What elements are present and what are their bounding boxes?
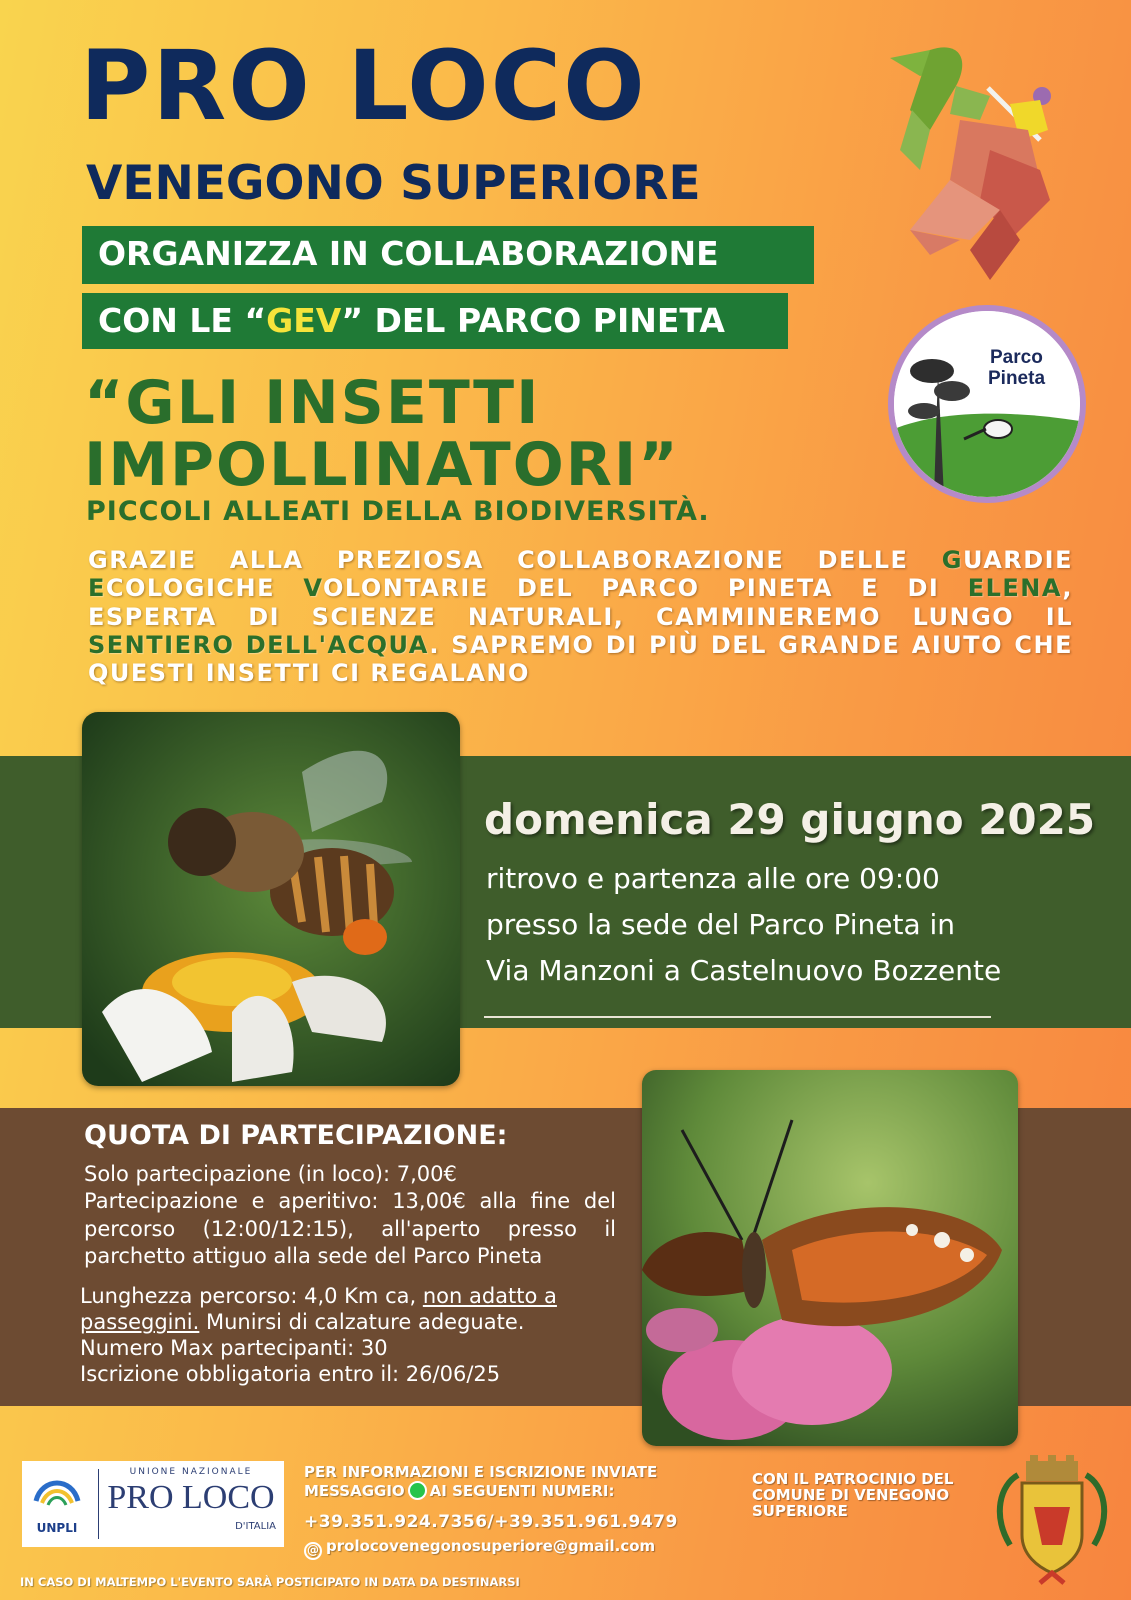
- quota-length-underlined: non adatto a passeggini.: [80, 1284, 557, 1335]
- info-line-2-after: AI SEGUENTI NUMERI:: [429, 1482, 615, 1500]
- band-gev-text-before: CON LE “: [98, 301, 267, 340]
- intro-hl-v: V: [303, 574, 323, 603]
- date-line-3: Via Manzoni a Castelnuovo Bozzente: [486, 954, 1002, 987]
- phone-numbers[interactable]: +39.351.924.7356/+39.351.961.9479: [304, 1512, 678, 1532]
- date-divider: [484, 1016, 991, 1018]
- intro-text-5: , ESPERTA DI SCIENZE NATURALI, CAMMINEREMO LUNGO IL: [88, 574, 1074, 631]
- unpli-unione: UNIONE NAZIONALE: [129, 1467, 253, 1477]
- event-date: domenica 29 giugno 2025: [484, 795, 1096, 844]
- event-subtitle: PICCOLI ALLEATI DELLA BIODIVERSITÀ.: [86, 496, 710, 527]
- bee-photo-art: [82, 712, 460, 1086]
- intro-hl-g: G: [941, 546, 963, 574]
- title-pro-loco: PRO LOCO: [80, 30, 647, 142]
- intro-text-1: GRAZIE ALLA PREZIOSA COLLABORAZIONE DELLE: [88, 546, 942, 574]
- quota-length: [80, 1283, 620, 1335]
- band-gev-text-after: ” DEL PARCO PINETA: [341, 301, 725, 340]
- parco-pineta-logo-art: [894, 311, 1080, 497]
- event-title: [84, 368, 784, 501]
- band-gev-highlight: GEV: [266, 301, 342, 340]
- quota-length-suffix: Munirsi di calzature adeguate.: [199, 1310, 525, 1335]
- bee-photo: [82, 712, 460, 1086]
- unpli-italia: D'ITALIA: [235, 1521, 276, 1532]
- intro-text-2: UARDIE: [962, 546, 1073, 574]
- date-line-2: presso la sede del Parco Pineta in: [486, 908, 956, 941]
- quota-details: [80, 1283, 620, 1387]
- intro-hl-elena: ELENA: [967, 574, 1063, 603]
- quota-deadline: Iscrizione obbligatoria entro il: 26/06/25: [80, 1362, 501, 1387]
- date-line-1: ritrovo e partenza alle ore 09:00: [486, 862, 940, 895]
- parco-logo-line-1: Parco: [990, 347, 1043, 368]
- info-line-2: [304, 1481, 724, 1500]
- event-title-line-2: IMPOLLINATORI”: [84, 430, 680, 501]
- whatsapp-icon: [408, 1481, 427, 1500]
- band-gev: [82, 293, 788, 349]
- quota-line-1: Solo partecipazione (in loco): 7,00€: [84, 1162, 457, 1186]
- title-venegono-superiore: VENEGONO SUPERIORE: [86, 156, 701, 211]
- quota-max: Numero Max partecipanti: 30: [80, 1336, 388, 1361]
- email-address[interactable]: prolocovenegonosuperiore@gmail.com: [326, 1537, 656, 1555]
- quota-prices: [84, 1161, 616, 1270]
- intro-hl-e: E: [88, 574, 106, 603]
- intro-text-3: COLOGICHE: [105, 574, 304, 603]
- parco-pineta-logo: [888, 305, 1086, 503]
- info-line-1: PER INFORMAZIONI E ISCRIZIONE INVIATE: [304, 1463, 658, 1481]
- band-organizza-text: ORGANIZZA IN COLLABORAZIONE: [98, 234, 719, 273]
- band-organizza: [82, 226, 814, 284]
- unpli-logo: [22, 1461, 284, 1547]
- palio-figure-illustration: [890, 40, 1070, 285]
- quota-title: QUOTA DI PARTECIPAZIONE:: [84, 1120, 508, 1151]
- event-title-line-1: “GLI INSETTI: [84, 368, 541, 438]
- parco-logo-line-2: Pineta: [988, 368, 1046, 389]
- intro-paragraph: [88, 546, 1073, 688]
- unpli-divider: [98, 1469, 99, 1539]
- butterfly-photo-art: [642, 1070, 1018, 1446]
- intro-text-4: OLONTARIE DEL PARCO PINETA E DI: [323, 574, 968, 603]
- butterfly-photo: [642, 1070, 1018, 1446]
- patrocinio-text: CON IL PATROCINIO DEL COMUNE DI VENEGONO SUPERIORE: [752, 1470, 954, 1520]
- unpli-emblem-icon: [32, 1471, 82, 1519]
- unpli-pro-loco: PRO LOCO: [107, 1479, 275, 1516]
- unpli-label: UNPLI: [36, 1521, 78, 1535]
- info-line-2-before: MESSAGGIO: [304, 1482, 405, 1500]
- quota-line-2: Partecipazione e aperitivo: 13,00€ alla fine del percorso (12:00/12:15), all'aperto presso il parchetto attiguo alla sede del Parco Pineta: [84, 1189, 616, 1268]
- weather-notice: IN CASO DI MALTEMPO L'EVENTO SARÀ POSTICIPATO IN DATA DA DESTINARSI: [20, 1575, 520, 1589]
- quota-length-prefix: Lunghezza percorso: 4,0 Km ca,: [80, 1284, 423, 1308]
- email-contact[interactable]: [304, 1537, 724, 1560]
- intro-text-6: . SAPREMO DI PIÙ DEL GRANDE AIUTO CHE QUESTI INSETTI CI REGALANO: [88, 630, 1073, 688]
- comune-coat-of-arms: [992, 1455, 1112, 1593]
- contact-info: [304, 1463, 724, 1500]
- email-icon: @: [304, 1542, 322, 1560]
- intro-hl-sentiero: SENTIERO DELL'ACQUA: [88, 630, 430, 659]
